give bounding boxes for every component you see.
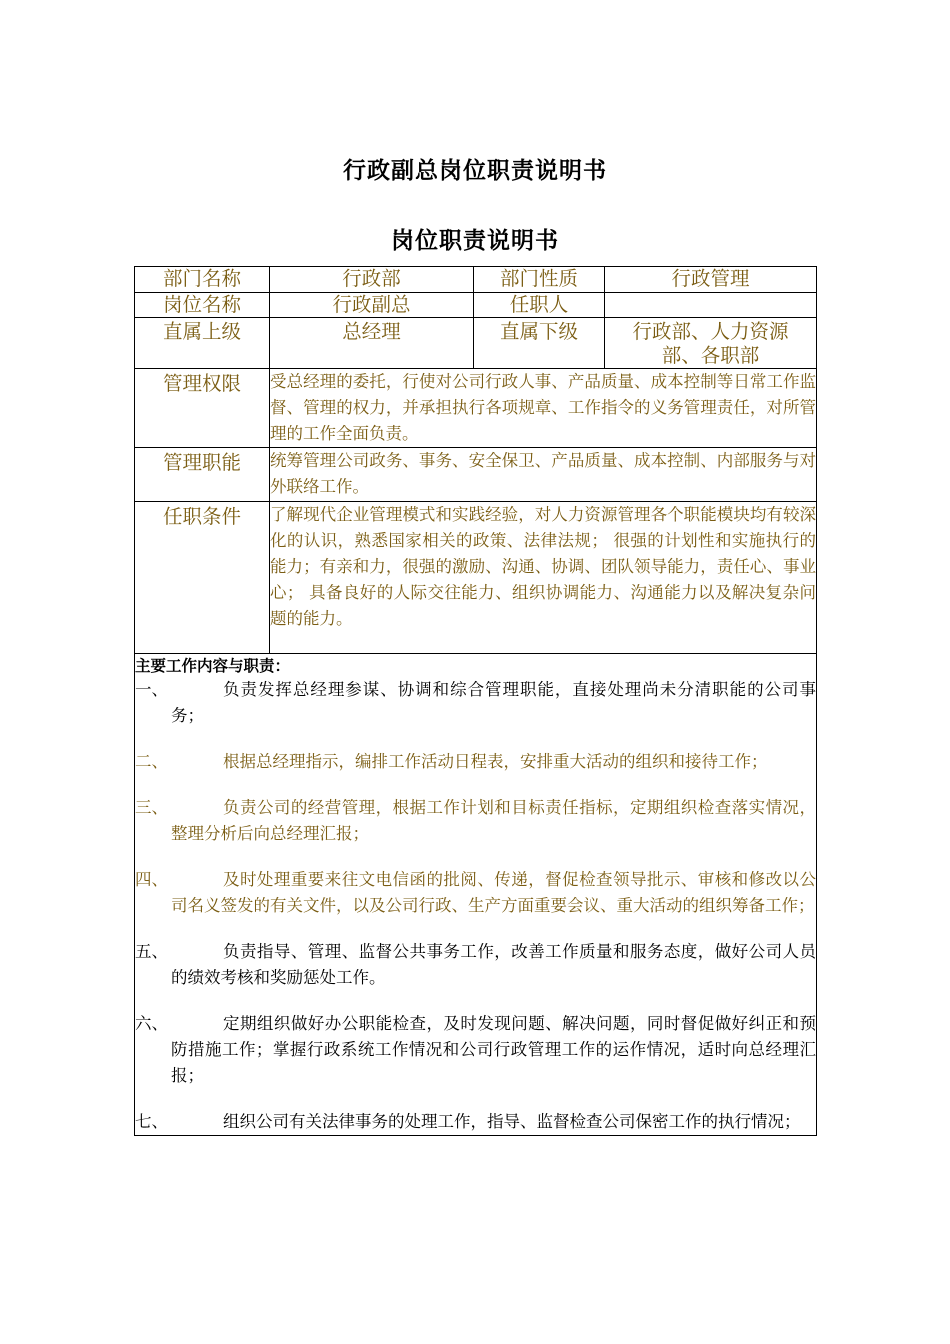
duty-item [135,939,816,991]
document-title: 行政副总岗位职责说明书 [343,158,607,184]
duty-text: 负责公司的经营管理，根据工作计划和目标责任指标，定期组织检查落实情况，整理分析后向总经理汇报； [171,798,816,843]
duty-number: 二、 [135,752,168,771]
dept-label: 部门名称 [135,267,270,293]
subordinate-label: 直属下级 [474,318,605,369]
row-duties [135,654,817,1136]
duty-item [135,867,816,919]
duty-number: 四、 [135,870,168,889]
row-qualifications [135,502,817,654]
superior-label: 直属上级 [135,318,270,369]
duty-number: 一、 [135,680,168,699]
duty-number: 七、 [135,1112,168,1131]
duty-item [135,1109,816,1135]
superior-value: 总经理 [270,318,474,369]
dept-value: 行政部 [270,267,474,293]
row-functions [135,448,817,502]
functions-label: 管理职能 [135,448,270,502]
duties-list [135,677,816,1135]
duty-text: 及时处理重要来往文电信函的批阅、传递，督促检查领导批示、审核和修改以公司名义签发的有关文件，以及公司行政、生产方面重要会议、重大活动的组织筹备工作； [171,870,816,915]
row-position [135,293,817,318]
holder-value [605,293,817,318]
duty-number: 六、 [135,1014,168,1033]
duties-cell [135,654,817,1136]
duty-number: 五、 [135,942,168,961]
qualifications-label: 任职条件 [135,502,270,654]
duty-text: 负责指导、管理、监督公共事务工作，改善工作质量和服务态度，做好公司人员的绩效考核和奖励惩处工作。 [171,942,816,987]
qualifications-text: 了解现代企业管理模式和实践经验，对人力资源管理各个职能模块均有较深化的认识，熟悉国家相关的政策、法律法规； 很强的计划性和实施执行的能力；有亲和力，很强的激励、沟通、协调、团队领导能力，责任心、事业心； 具备良好的人际交往能力、组织协调能力、沟通能力以及解决复杂问题的能力。 [270,502,817,654]
subordinate-value: 行政部、人力资源部、各职部 [605,318,817,369]
holder-label: 任职人 [474,293,605,318]
duty-text: 负责发挥总经理参谋、协调和综合管理职能，直接处理尚未分清职能的公司事务； [171,680,816,725]
duty-item [135,677,816,729]
duty-text: 根据总经理指示，编排工作活动日程表，安排重大活动的组织和接待工作； [223,752,768,771]
dept-nature-label: 部门性质 [474,267,605,293]
job-description-table [134,266,817,1136]
position-label: 岗位名称 [135,293,270,318]
duty-text: 组织公司有关法律事务的处理工作，指导、监督检查公司保密工作的执行情况； [223,1112,801,1131]
duties-heading: 主要工作内容与职责： [135,657,291,675]
duty-item [135,1011,816,1089]
duty-number: 三、 [135,798,168,817]
dept-nature-value: 行政管理 [605,267,817,293]
row-department [135,267,817,293]
functions-text: 统筹管理公司政务、事务、安全保卫、产品质量、成本控制、内部服务与对外联络工作。 [270,448,817,502]
duty-item [135,795,816,847]
authority-label: 管理权限 [135,369,270,448]
authority-text: 受总经理的委托，行使对公司行政人事、产品质量、成本控制等日常工作监督、管理的权力，并承担执行各项规章、工作指令的义务管理责任，对所管理的工作全面负责。 [270,369,817,448]
document-subtitle: 岗位职责说明书 [391,228,559,254]
duty-item [135,749,816,775]
position-value: 行政副总 [270,293,474,318]
row-authority [135,369,817,448]
duty-text: 定期组织做好办公职能检查，及时发现问题、解决问题，同时督促做好纠正和预防措施工作；掌握行政系统工作情况和公司行政管理工作的运作情况，适时向总经理汇报； [171,1014,816,1085]
row-reporting [135,318,817,369]
